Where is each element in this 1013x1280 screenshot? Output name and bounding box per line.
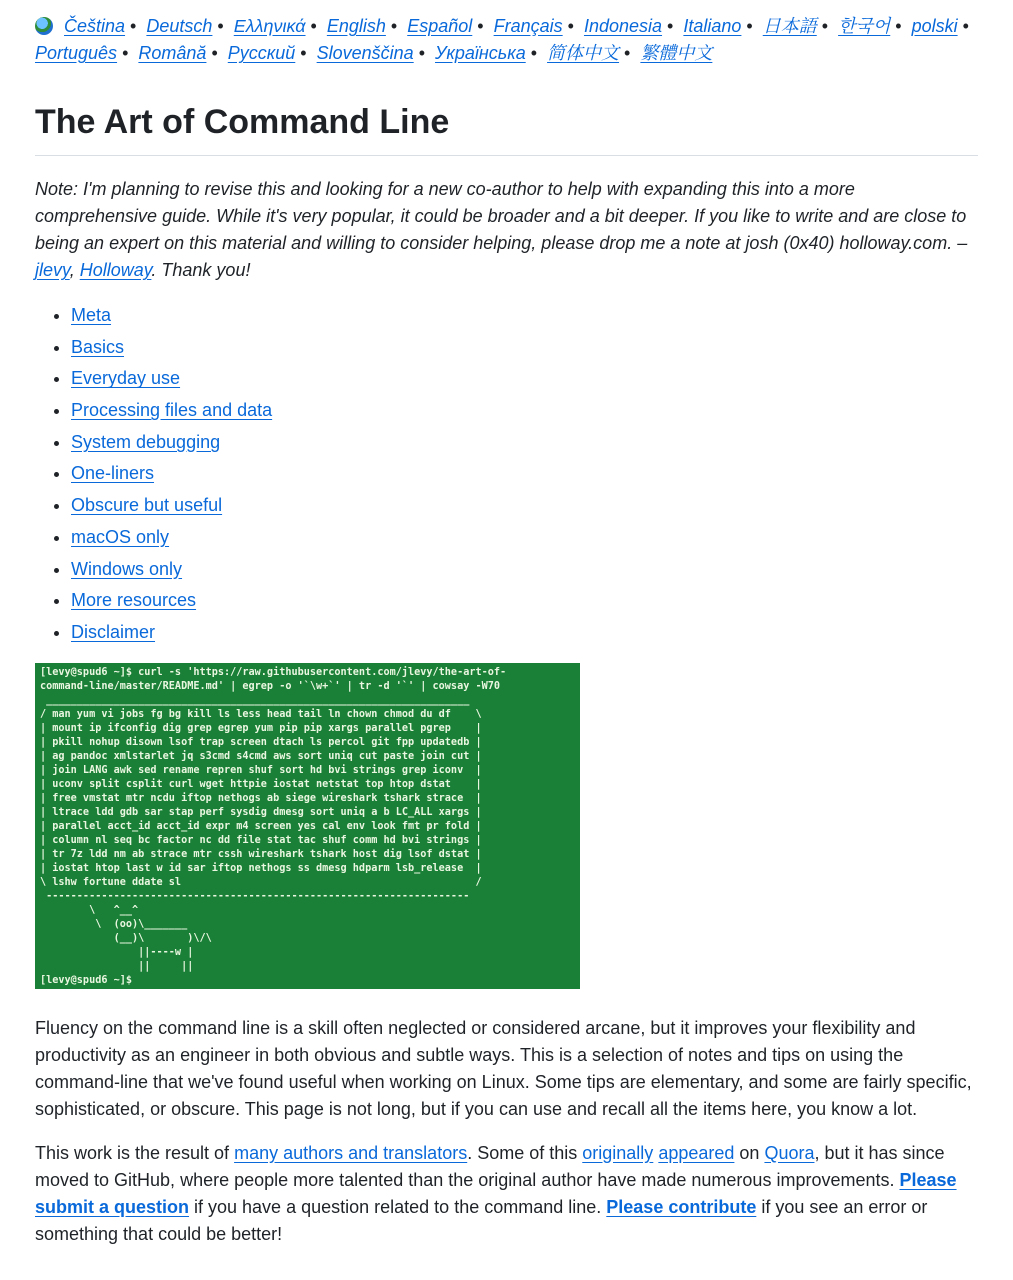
- language-separator: •: [418, 43, 425, 63]
- terminal-line: ---------------------------------------------------------------------: [40, 890, 470, 902]
- language-link[interactable]: Slovenščina: [316, 43, 414, 63]
- language-link[interactable]: Čeština: [64, 16, 126, 36]
- terminal-line: | ltrace ldd gdb sar stap perf sysdig dmesg sort uniq a b LC_ALL xargs |: [40, 806, 482, 818]
- note-comma: ,: [69, 260, 80, 280]
- credits-text-2: . Some of this: [467, 1142, 583, 1163]
- terminal-screenshot: [35, 663, 580, 989]
- terminal-line: | ag pandoc xmlstarlet jq s3cmd s4cmd aws sort uniq cut paste join cut |: [40, 750, 482, 762]
- language-link[interactable]: Italiano: [683, 16, 742, 36]
- terminal-line: command-line/master/README.md' | egrep -o '`\w+`' | tr -d '`' | cowsay -W70: [40, 680, 501, 692]
- terminal-line: | parallel acct_id acct_id expr m4 screen yes cal env look fmt pr fold |: [40, 820, 482, 832]
- credits-text-7: if you see an error or something that could be better!: [35, 1196, 928, 1244]
- toc-link[interactable]: Basics: [71, 336, 125, 357]
- language-separator: •: [390, 16, 398, 36]
- credits-text-1: This work is the result of: [35, 1142, 235, 1163]
- language-link[interactable]: 繁體中文: [640, 43, 713, 63]
- toc-item: [71, 585, 978, 617]
- toc-link[interactable]: Windows only: [71, 558, 183, 579]
- toc-link[interactable]: System debugging: [71, 431, 221, 452]
- language-separator: •: [567, 16, 574, 36]
- toc-item: [71, 363, 978, 395]
- toc-link[interactable]: Everyday use: [71, 368, 181, 389]
- revision-note: [35, 176, 978, 284]
- language-separator: •: [962, 16, 969, 36]
- language-separator: •: [122, 43, 129, 63]
- language-separator: •: [667, 16, 674, 36]
- terminal-line: | iostat htop last w id sar iftop nethogs ss dmesg hdparm lsb_release |: [40, 862, 482, 874]
- terminal-line: (__)\ )\/\: [40, 932, 212, 944]
- language-bar: [35, 0, 978, 67]
- language-link[interactable]: 简体中文: [547, 43, 620, 63]
- language-separator: •: [211, 43, 218, 63]
- language-separator: •: [821, 16, 829, 36]
- originally-link[interactable]: originally: [582, 1142, 654, 1163]
- terminal-line: | pkill nohup disown lsof trap screen dtach ls percol git fpp updatedb |: [40, 736, 482, 748]
- toc-item: [71, 300, 978, 332]
- terminal-line: \ ^__^: [40, 904, 139, 916]
- language-link[interactable]: Русский: [227, 43, 296, 63]
- language-link[interactable]: Indonesia: [583, 16, 663, 36]
- holloway-link[interactable]: Holloway: [79, 260, 152, 280]
- toc-link[interactable]: One-liners: [71, 463, 155, 484]
- terminal-line: / man yum vi jobs fg bg kill ls less head tail ln chown chmod du df \: [40, 708, 482, 720]
- language-separator: •: [624, 43, 631, 63]
- toc-item: [71, 617, 978, 649]
- toc-link[interactable]: Obscure but useful: [71, 495, 223, 516]
- language-link[interactable]: English: [326, 16, 386, 36]
- terminal-line: ||----w |: [40, 946, 194, 958]
- toc-item: [71, 395, 978, 427]
- credits-text-6: if you have a question related to the command line.: [189, 1196, 607, 1217]
- contribute-link[interactable]: Please contribute: [606, 1196, 757, 1217]
- appeared-link[interactable]: appeared: [658, 1142, 735, 1163]
- toc-item: [71, 332, 978, 364]
- page-title: The Art of Command Line: [35, 101, 978, 156]
- terminal-line: | free vmstat mtr ncdu iftop nethogs ab siege wireshark tshark strace |: [40, 792, 482, 804]
- toc-link[interactable]: Processing files and data: [71, 400, 273, 421]
- toc-item: [71, 490, 978, 522]
- language-separator: •: [477, 16, 484, 36]
- language-separator: •: [300, 43, 307, 63]
- toc-link[interactable]: Meta: [71, 305, 112, 325]
- terminal-line: [levy@spud6 ~]$: [40, 974, 139, 986]
- language-separator: •: [746, 16, 753, 36]
- language-separator: •: [217, 16, 224, 36]
- language-link[interactable]: Українська: [435, 43, 526, 63]
- language-link[interactable]: Deutsch: [146, 16, 213, 36]
- table-of-contents: [35, 300, 978, 649]
- language-link[interactable]: Français: [493, 16, 563, 36]
- authors-link[interactable]: many authors and translators: [234, 1142, 468, 1163]
- jlevy-link[interactable]: jlevy: [35, 260, 70, 280]
- note-end: . Thank you!: [151, 260, 251, 280]
- terminal-line: | column nl seq bc factor nc dd file stat tac shuf comm hd bvi strings |: [40, 834, 482, 846]
- terminal-line: | tr 7z ldd nm ab strace mtr cssh wireshark tshark host dig lsof dstat |: [40, 848, 482, 860]
- language-link[interactable]: Română: [138, 43, 207, 63]
- toc-item: [71, 427, 978, 459]
- terminal-line: || ||: [40, 960, 194, 972]
- toc-item: [71, 554, 978, 586]
- toc-link[interactable]: More resources: [71, 590, 197, 611]
- quora-link[interactable]: Quora: [764, 1142, 815, 1163]
- terminal-line: \ lshw fortune ddate sl /: [40, 876, 482, 888]
- credits-paragraph: [35, 1140, 978, 1248]
- language-link[interactable]: polski: [911, 16, 958, 36]
- terminal-line: | mount ip ifconfig dig grep egrep yum pip pip xargs parallel pgrep |: [40, 722, 482, 734]
- toc-item: [71, 522, 978, 554]
- terminal-line: | join LANG awk sed rename repren shuf sort hd bvi strings grep iconv |: [40, 764, 482, 776]
- toc-link[interactable]: Disclaimer: [71, 621, 156, 642]
- intro-paragraph: Fluency on the command line is a skill often neglected or considered arcane, but it improves your flexibility and productivity as an engineer in both obvious and subtle ways. This is a selection of notes and tips on using the command-line that we've found useful when working on Linux. Some tips are elementary, and some are fairly specific, sophisticated, or obscure. This page is not long, but if you can use and recall all the items here, you know a lot.: [35, 1017, 972, 1119]
- submit-question-link[interactable]: Please submit a question: [35, 1169, 957, 1217]
- language-separator: •: [310, 16, 317, 36]
- language-link[interactable]: 日本語: [762, 16, 817, 36]
- terminal-line: | uconv split csplit curl wget httpie iostat netstat top htop dstat |: [40, 778, 482, 790]
- globe-icon: [35, 17, 53, 35]
- credits-text-5: , but it has since moved to GitHub, where people more talented than the original author have made numerous improvements.: [35, 1142, 945, 1190]
- credits-text-4: on: [734, 1142, 765, 1163]
- terminal-line: [levy@spud6 ~]$ curl -s 'https://raw.githubusercontent.com/jlevy/the-art-of-: [40, 666, 507, 678]
- language-separator: •: [895, 16, 902, 36]
- language-link[interactable]: 한국어: [838, 16, 891, 36]
- terminal-line: _____________________________________________________________________: [40, 694, 470, 706]
- language-separator: •: [530, 43, 538, 63]
- language-link[interactable]: Ελληνικά: [233, 16, 306, 36]
- note-text: Note: I'm planning to revise this and looking for a new co-author to help with expanding this into a more comprehensive guide. While it's very popular, it could be broader and a bit deeper. If you like to write and are close to being an expert on this material and willing to consider helping, please drop me a note at josh (0x40) holloway.com. –: [35, 179, 968, 253]
- toc-link[interactable]: macOS only: [71, 526, 170, 547]
- language-separator: •: [130, 16, 137, 36]
- toc-item: [71, 458, 978, 490]
- language-link[interactable]: Español: [407, 16, 473, 36]
- language-link[interactable]: Português: [35, 43, 118, 63]
- terminal-line: \ (oo)\_______: [40, 918, 188, 930]
